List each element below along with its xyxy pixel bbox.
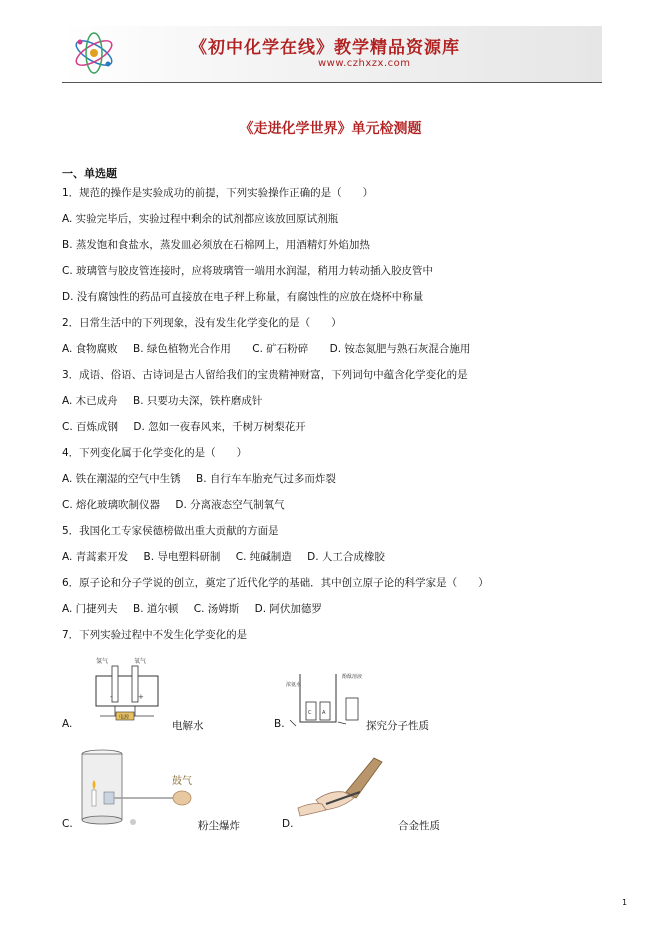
question-4-stem: 4．下列变化属于化学变化的是（ ） [62, 447, 248, 459]
electrolysis-power-label: 电源 [119, 714, 130, 721]
question-2-option-b: B. 绿色植物光合作用 [133, 343, 231, 355]
question-5-option-b: B. 导电塑料研制 [143, 551, 221, 563]
svg-text:A: A [322, 710, 326, 716]
section-heading: 一、单选题 [62, 167, 117, 180]
document-title: 《走进化学世界》单元检测题 [239, 121, 422, 137]
question-3-option-c: C. 百炼成钢 [62, 421, 119, 433]
dust-explosion-air-label: 鼓气 [172, 776, 192, 787]
atom-logo-icon [70, 28, 118, 78]
electrolysis-label-left: 氢气 [96, 658, 109, 665]
question-2-options [62, 342, 470, 356]
question-3-stem: 3．成语、俗语、古诗词是古人留给我们的宝贵精神财富，下列词句中蕴含化学变化的是 [62, 369, 468, 381]
question-2-option-a: A. 食物腐败 [62, 343, 118, 355]
question-5-option-d: D. 人工合成橡胶 [307, 551, 385, 563]
svg-text:-: - [110, 693, 113, 701]
molecule-diffusion-figure [286, 668, 366, 730]
question-7-option-d-label: D. [282, 818, 294, 830]
diffusion-label-left: 浓氨水 [286, 682, 302, 688]
question-7-option-a-label: A. [62, 718, 73, 730]
question-5-option-a: A. 青蒿素开发 [62, 551, 129, 563]
question-1-option-a: A. 实验完毕后，实验过程中剩余的试剂都应该放回原试剂瓶 [62, 213, 339, 225]
header-url[interactable]: www.czhxzx.com [318, 58, 411, 69]
question-5-option-c: C. 纯碱制造 [235, 551, 292, 563]
svg-text:C: C [308, 710, 312, 716]
svg-text:+: + [138, 693, 144, 701]
question-7-option-b-label: B. [274, 718, 285, 730]
question-7-option-a-caption: 电解水 [172, 720, 204, 732]
question-4-option-a: A. 铁在潮湿的空气中生锈 [62, 473, 181, 485]
question-6-options [62, 602, 322, 616]
question-2-option-c: C. 矿石粉碎 [252, 343, 309, 355]
header-title: 《初中化学在线》教学精品资源库 [190, 38, 460, 58]
question-4-option-c: C. 熔化玻璃吹制仪器 [62, 499, 161, 511]
dust-explosion-figure [78, 746, 218, 830]
diffusion-label-right: 酚酞溶液 [342, 674, 363, 680]
question-7-option-d-caption: 合金性质 [398, 820, 440, 832]
question-4-options-cd [62, 498, 285, 512]
question-6-option-a: A. 门捷列夫 [62, 603, 118, 615]
question-7-option-c-label: C. [62, 818, 73, 830]
header-divider [62, 82, 602, 83]
electrolysis-label-right: 氧气 [134, 658, 147, 665]
question-6-stem: 6．原子论和分子学说的创立，奠定了近代化学的基础．其中创立原子论的科学家是（ ） [62, 577, 489, 589]
question-7-stem: 7．下列实验过程中不发生化学变化的是 [62, 629, 248, 641]
page-number: 1 [622, 898, 628, 907]
alloy-scratch-figure [296, 752, 396, 822]
question-2-option-d: D. 铵态氮肥与熟石灰混合施用 [329, 343, 471, 355]
question-5-options [62, 550, 385, 564]
question-1-stem: 1．规范的操作是实验成功的前提，下列实验操作正确的是（ ） [62, 187, 374, 199]
question-1-option-d: D. 没有腐蚀性的药品可直接放在电子秤上称量，有腐蚀性的应放在烧杯中称量 [62, 291, 424, 303]
question-6-option-b: B. 道尔顿 [133, 603, 179, 615]
electrolysis-figure [88, 654, 168, 728]
question-3-options-cd [62, 420, 306, 434]
question-4-options-ab [62, 472, 336, 486]
question-3-options-ab [62, 394, 262, 408]
question-3-option-d: D. 忽如一夜春风来，千树万树梨花开 [133, 421, 306, 433]
question-1-option-b: B. 蒸发饱和食盐水，蒸发皿必须放在石棉网上，用酒精灯外焰加热 [62, 239, 370, 251]
question-6-option-d: D. 阿伏加德罗 [254, 603, 322, 615]
question-7-option-b-caption: 探究分子性质 [366, 720, 429, 732]
question-4-option-b: B. 自行车车胎充气过多而炸裂 [196, 473, 336, 485]
question-1-option-c: C. 玻璃管与胶皮管连接时，应将玻璃管一端用水润湿，稍用力转动插入胶皮管中 [62, 265, 434, 277]
question-3-option-a: A. 木已成舟 [62, 395, 118, 407]
question-7-option-c-caption: 粉尘爆炸 [198, 820, 240, 832]
question-2-stem: 2．日常生活中的下列现象，没有发生化学变化的是（ ） [62, 317, 342, 329]
question-3-option-b: B. 只要功夫深，铁杵磨成针 [133, 395, 263, 407]
question-4-option-d: D. 分离液态空气制氧气 [175, 499, 285, 511]
question-6-option-c: C. 汤姆斯 [193, 603, 240, 615]
question-5-stem: 5．我国化工专家侯德榜做出重大贡献的方面是 [62, 525, 279, 537]
